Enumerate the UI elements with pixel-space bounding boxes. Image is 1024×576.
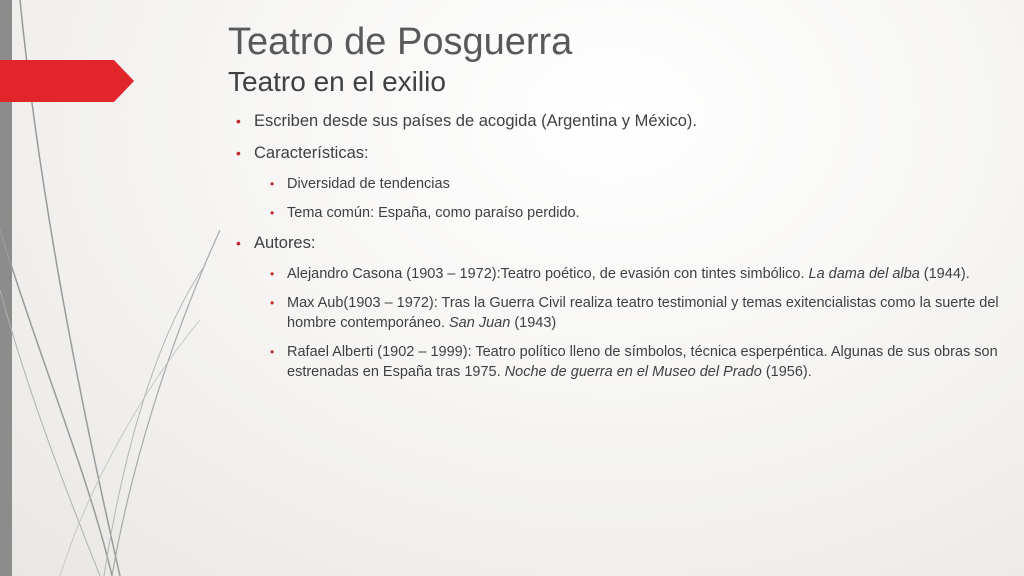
work-title: San Juan (449, 315, 511, 331)
bullet-marker: • (270, 177, 275, 191)
bullet-marker: • (236, 113, 241, 129)
work-title: Noche de guerra en el Museo del Prado (504, 364, 762, 380)
work-year: (1956). (761, 364, 812, 380)
bullet-marker: • (270, 206, 275, 220)
author-item-aub (236, 293, 1006, 333)
bullet-marker: • (236, 145, 241, 161)
bullet-item (236, 142, 1006, 164)
bullet-text: Diversidad de tendencias (287, 176, 450, 192)
bullet-text: Tema común: España, como paraíso perdido. (287, 205, 580, 221)
bullet-marker: • (270, 267, 275, 281)
work-title: La dama del alba (808, 266, 920, 282)
bullet-item (236, 232, 1006, 254)
bullet-item (236, 110, 1006, 132)
sub-bullet-item (236, 203, 1006, 223)
bullet-marker: • (270, 296, 275, 310)
bullet-text: Escriben desde sus países de acogida (Argentina y México). (254, 112, 697, 130)
work-year: (1943) (510, 315, 557, 331)
sub-bullet-item (236, 174, 1006, 194)
work-year: (1944). (919, 266, 970, 282)
bullet-text: Autores: (254, 234, 316, 252)
bullet-text: Características: (254, 144, 369, 162)
bullet-marker: • (270, 345, 275, 359)
slide-content (236, 110, 1006, 391)
author-text: Max Aub(1903 – 1972): Tras la Guerra Civil realiza teatro testimonial y temas exitencialistas como la suerte del hombre contemporáneo. (287, 295, 999, 331)
author-item-casona (236, 264, 1006, 284)
title-accent-marker (0, 60, 134, 102)
slide-title: Teatro de Posguerra (228, 21, 573, 63)
author-text: Rafael Alberti (1902 – 1999): Teatro político lleno de símbolos, técnica esperpéntica. Algunas de sus obras son estrenadas en España tras 1975. (287, 344, 998, 380)
bullet-marker: • (236, 235, 241, 251)
slide-subtitle: Teatro en el exilio (228, 66, 446, 97)
author-item-alberti (236, 342, 1006, 382)
author-text: Alejandro Casona (1903 – 1972):Teatro poético, de evasión con tintes simbólico. (287, 266, 809, 282)
